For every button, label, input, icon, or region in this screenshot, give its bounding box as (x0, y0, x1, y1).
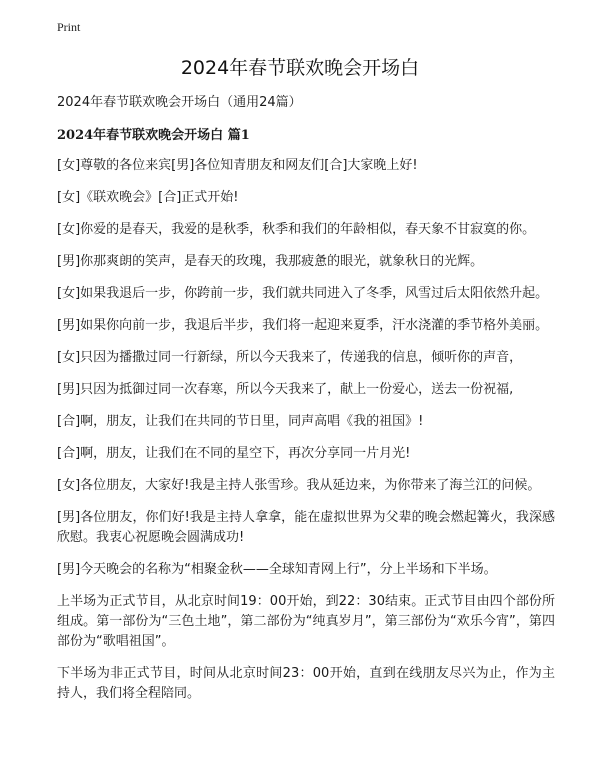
paragraph: [男]只因为抵御过同一次春寒，所以今天我来了，献上一份爱心，送去一份祝福, (57, 382, 514, 397)
document-subtitle: 2024年春节联欢晚会开场白（通用24篇） (57, 95, 302, 110)
paragraph: [女]只因为播撒过同一行新绿，所以今天我来了，传递我的信息，倾听你的声音， (57, 350, 523, 365)
paragraph: [女]《联欢晚会》[合]正式开始! (57, 190, 239, 205)
paragraph: [男]你那爽朗的笑声，是春天的玫瑰，我那疲惫的眼光，就象秋日的光辉。 (57, 254, 484, 269)
section-heading: 2024年春节联欢晚会开场白 篇1 (57, 128, 250, 143)
paragraph: [男]如果你向前一步，我退后半步，我们将一起迎来夏季，汗水浇灌的季节格外美丽。 (57, 318, 549, 333)
paragraph: [女]你爱的是春天，我爱的是秋季，秋季和我们的年龄相似，春天象不甘寂寞的你。 (57, 222, 536, 237)
paragraph: [合]啊，朋友，让我们在不同的星空下，再次分享同一片月光! (57, 446, 411, 461)
paragraph: [合]啊，朋友，让我们在共同的节日里，同声高唱《我的祖国》! (57, 414, 424, 429)
print-link[interactable]: Print (57, 20, 81, 34)
paragraph: [男]今天晚会的名称为“相聚金秋——全球知青网上行”，分上半场和下半场。 (57, 562, 497, 577)
document-title: 2024年春节联欢晚会开场白 (180, 57, 420, 79)
paragraph: 下半场为非正式节目，时间从北京时间23：00开始，直到在线朋友尽兴为止，作为主持人，我们将全程陪同。 (57, 666, 555, 701)
paragraph: [女]尊敬的各位来宾[男]各位知青朋友和网友们[合]大家晚上好! (57, 158, 418, 173)
paragraph: [男]各位朋友，你们好!我是主持人拿拿，能在虚拟世界为父辈的晚会燃起篝火，我深感欣慰。我衷心祝愿晚会圆满成功! (57, 510, 555, 545)
paragraph: [女]如果我退后一步，你跨前一步，我们就共同进入了冬季，风雪过后太阳依然升起。 (57, 286, 549, 301)
paragraph: [女]各位朋友，大家好!我是主持人张雪珍。我从延边来，为你带来了海兰江的问候。 (57, 478, 541, 493)
paragraph: 上半场为正式节目，从北京时间19：00开始，到22：30结束。正式节目由四个部份所组成。第一部份为“三色土地”，第二部份为“纯真岁月”，第三部份为“欢乐今宵”，第四部份为“歌唱祖国”。 (57, 594, 555, 649)
document-body (57, 94, 555, 716)
